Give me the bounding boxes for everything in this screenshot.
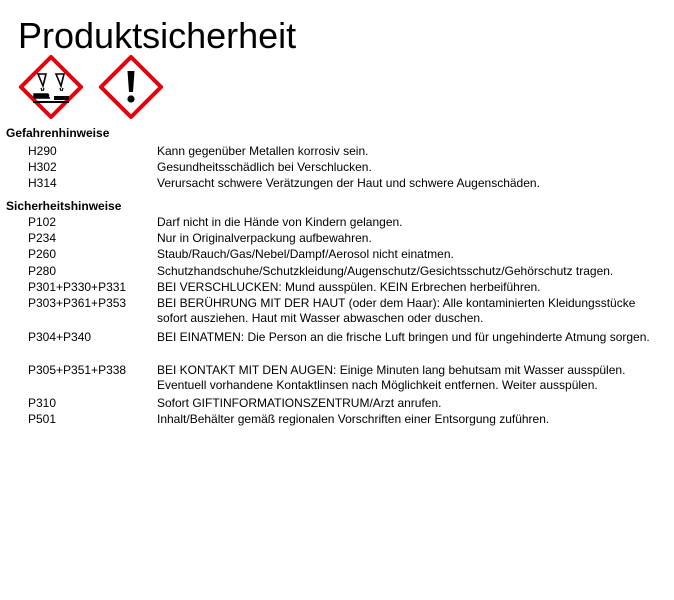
statement-text: Inhalt/Behälter gemäß regionalen Vorschriften einer Entsorgung zuführen. (157, 412, 550, 426)
statement-code: P501 (28, 412, 57, 426)
statement-code: P234 (28, 231, 57, 245)
statement-code: P303+P361+P353 (28, 296, 127, 310)
precautionary-statements-heading: Sicherheitshinweise (6, 199, 122, 213)
statement-code: P304+P340 (28, 330, 92, 344)
statement-text: BEI BERÜHRUNG MIT DER HAUT (oder dem Haar): Alle kontaminierten Kleidungsstücke sofort ausziehen. Haut mit Wasser abwaschen oder duschen. (157, 296, 636, 325)
ghs05-corrosion-icon (19, 55, 83, 119)
statement-text: Staub/Rauch/Gas/Nebel/Dampf/Aerosol nicht einatmen. (157, 247, 454, 261)
statement-code: P260 (28, 247, 57, 261)
statement-text: Sofort GIFTINFORMATIONSZENTRUM/Arzt anrufen. (157, 396, 442, 410)
hazard-statements-heading: Gefahrenhinweise (6, 126, 110, 140)
statement-text: BEI VERSCHLUCKEN: Mund ausspülen. KEIN Erbrechen herbeiführen. (157, 280, 541, 294)
statement-code: H302 (28, 160, 57, 174)
statement-text: Darf nicht in die Hände von Kindern gelangen. (157, 215, 403, 229)
statement-text: BEI EINATMEN: Die Person an die frische Luft bringen und für ungehinderte Atmung sorgen. (157, 330, 650, 344)
statement-text: Nur in Originalverpackung aufbewahren. (157, 231, 372, 245)
statement-text: Gesundheitsschädlich bei Verschlucken. (157, 160, 372, 174)
statement-code: P280 (28, 264, 57, 278)
statement-text: BEI KONTAKT MIT DEN AUGEN: Einige Minuten lang behutsam mit Wasser ausspülen. Eventuell vorhandene Kontaktlinsen nach Möglichkeit entfernen. Weiter ausspülen. (157, 363, 626, 392)
statement-code: H314 (28, 176, 57, 190)
statement-code: P310 (28, 396, 57, 410)
statement-code: P301+P330+P331 (28, 280, 127, 294)
statement-text: Verursacht schwere Verätzungen der Haut und schwere Augenschäden. (157, 176, 540, 190)
statement-code: P305+P351+P338 (28, 363, 127, 377)
statement-code: H290 (28, 144, 57, 158)
statement-code: P102 (28, 215, 57, 229)
statement-text: Kann gegenüber Metallen korrosiv sein. (157, 144, 369, 158)
ghs07-exclamation-mark-icon (99, 55, 163, 119)
statement-text: Schutzhandschuhe/Schutzkleidung/Augenschutz/Gesichtsschutz/Gehörschutz tragen. (157, 264, 614, 278)
page-title: Produktsicherheit (18, 15, 297, 56)
